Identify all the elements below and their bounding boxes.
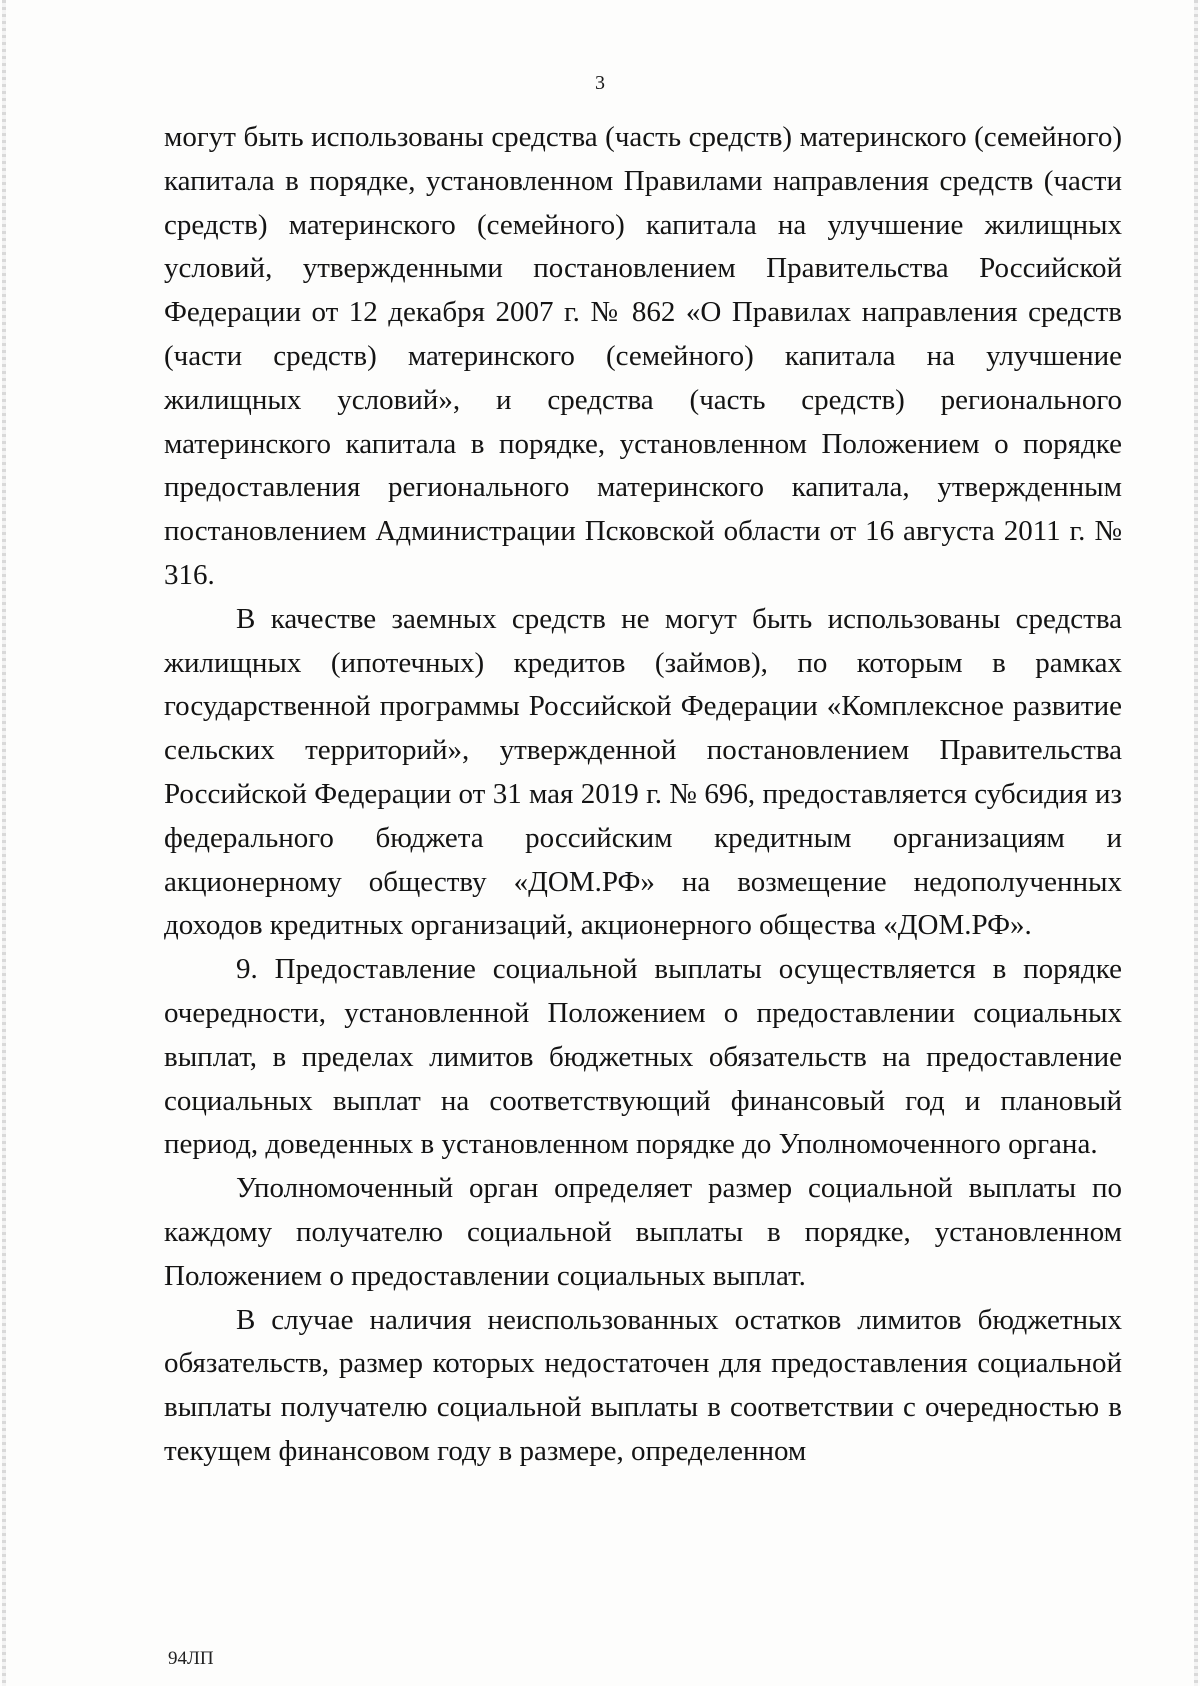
paragraph-1: могут быть использованы средства (часть средств) материнского (семейного) капитала в порядке, установленном Правилами направления средств (части средств) материнского (семейного) капитала на улучшение жилищных условий, утвержденными постановлением Правительства Российской Федерации от 12 декабря 2007 г. № 862 «О Правилах направления средств (части средств) материнского (семейного) капитала на улучшение жилищных условий», и средства (часть средств) регионального материнского капитала в порядке, установленном Положением о порядке предоставления регионального материнского капитала, утвержденным постановлением Администрации Псковской области от 16 августа 2011 г. № 316. (164, 121, 1122, 591)
scan-edge-right (1194, 0, 1198, 1686)
paragraph-2: В качестве заемных средств не могут быть использованы средства жилищных (ипотечных) кредитов (займов), по которым в рамках государственной программы Российской Федерации «Комплексное развитие сельских территорий», утвержденной постановлением Правительства Российской Федерации от 31 мая 2019 г. № 696, предоставляется субсидия из федерального бюджета российским кредитным организациям и акционерному обществу «ДОМ.РФ» на возмещение недополученных доходов кредитных организаций, акционерного общества «ДОМ.РФ». (164, 602, 1122, 942)
paragraph-3: 9. Предоставление социальной выплаты осуществляется в порядке очередности, установленной Положением о предоставлении социальных выплат, в пределах лимитов бюджетных обязательств на предоставление социальных выплат на соответствующий финансовый год и плановый период, доведенных в установленном порядке до Уполномоченного органа. (164, 953, 1122, 1161)
paragraph-4: Уполномоченный орган определяет размер социальной выплаты по каждому получателю социальной выплаты в порядке, установленном Положением о предоставлении социальных выплат. (164, 1172, 1122, 1292)
document-body (164, 116, 1122, 1474)
footer-document-code: 94ЛП (168, 1648, 214, 1669)
page-number: 3 (595, 72, 605, 94)
scan-edge-left (2, 0, 6, 1686)
paragraph-5: В случае наличия неиспользованных остатков лимитов бюджетных обязательств, размер которых недостаточен для предоставления социальной выплаты получателю социальной выплаты в соответствии с очередностью в текущем финансовом году в размере, определенном (164, 1303, 1122, 1467)
